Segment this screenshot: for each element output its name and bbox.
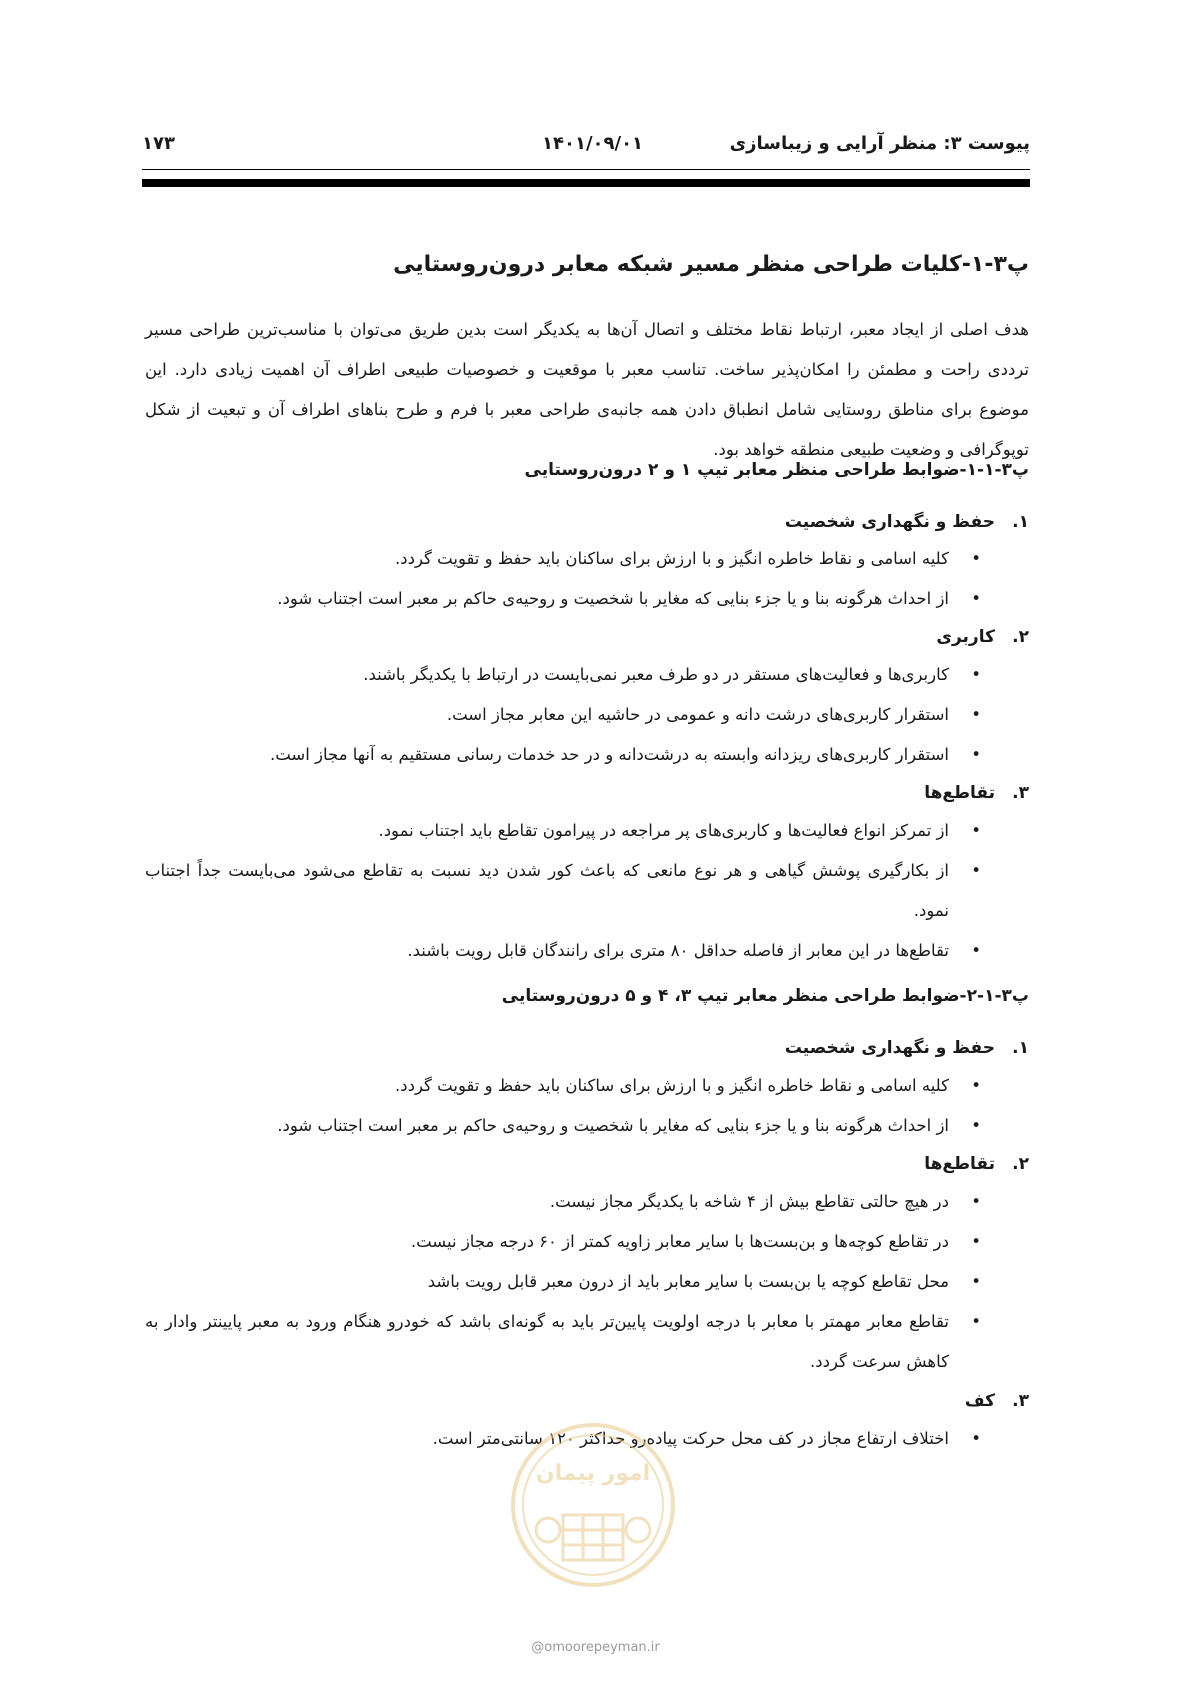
heading-number: ۲.: [1012, 627, 1029, 647]
bullet-icon: •: [971, 589, 981, 608]
bullet-icon: •: [971, 1232, 981, 1251]
numbered-heading: [785, 512, 1029, 532]
heading-number: ۲.: [1012, 1154, 1029, 1174]
heading-text: کف: [964, 1391, 995, 1411]
bullet-item: • از احداث هرگونه بنا و یا جزء بنایی که مغایر با شخصیت و روحیه‌ی حاکم بر معبر است اجتناب شود.: [277, 579, 949, 619]
bullet-item: • کاربری‌ها و فعالیت‌های مستقر در دو طرف معبر نمی‌بایست در ارتباط با یکدیگر باشند.: [363, 655, 949, 695]
subsection-2-title: پ۳-۱-۲-ضوابط طراحی منظر معابر تیپ ۳، ۴ و ۵ درون‌روستایی: [501, 986, 1029, 1006]
subsection-1-title: پ۳-۱-۱-ضوابط طراحی منظر معابر تیپ ۱ و ۲ درون‌روستایی: [524, 460, 1029, 480]
bullet-icon: •: [971, 1076, 981, 1095]
bullet-item: • کلیه اسامی و نقاط خاطره انگیز و با ارزش برای ساکنان باید حفظ و تقویت گردد.: [395, 539, 949, 579]
intro-paragraph: هدف اصلی از ایجاد معبر، ارتباط نقاط مختلف و اتصال آن‌ها به یکدیگر است بدین طریق می‌توان با مناسب‌ترین طراحی مسیر ترددی راحت و مطمئن را امکان‌پذیر ساخت. تناسب معبر با موقعیت و خصوصیات طبیعی اطراف آن اهمیت زیادی دارد. این موضوع برای مناطق روستایی شامل انطباق دادن همه جانبه‌ی طراحی معبر با فرم و طرح بناهای اطراف آن و تبعیت از شکل توپوگرافی و وضعیت طبیعی منطقه خواهد بود.: [145, 320, 1029, 459]
bullet-item: • تقاطع‌ها در این معابر از فاصله حداقل ۸۰ متری برای رانندگان قابل رویت باشند.: [407, 931, 949, 971]
bullet-item: • از بکارگیری پوشش گیاهی و هر نوع مانعی که باعث کور شدن دید نسبت به تقاطع می‌شود می‌بایست جداً اجتناب نمود.: [145, 851, 949, 931]
bullet-icon: •: [971, 941, 981, 960]
numbered-heading: [924, 1154, 1029, 1174]
page-header: [142, 133, 1030, 167]
bullet-icon: •: [971, 665, 981, 684]
bullet-item: • در تقاطع کوچه‌ها و بن‌بست‌ها با سایر معابر زاویه کمتر از ۶۰ درجه مجاز نیست.: [411, 1222, 949, 1262]
header-rule-thin: [142, 169, 1030, 170]
bullet-item: • در هیچ حالتی تقاطع بیش از ۴ شاخه با یکدیگر مجاز نیست.: [550, 1182, 949, 1222]
page-number: ۱۷۳: [142, 133, 175, 154]
numbered-heading: [924, 783, 1029, 803]
header-date: ۱۴۰۱/۰۹/۰۱: [542, 133, 644, 154]
heading-number: ۱.: [1012, 1038, 1029, 1058]
bullet-icon: •: [971, 745, 981, 764]
heading-text: کاربری: [936, 627, 995, 647]
heading-text: تقاطع‌ها: [924, 783, 995, 803]
header-rule-thick: [142, 179, 1030, 187]
heading-number: ۳.: [1012, 1391, 1029, 1411]
numbered-heading: [965, 1391, 1029, 1411]
numbered-heading: [936, 627, 1029, 647]
bullet-item: • تقاطع معابر مهمتر با معابر با درجه اولویت پایین‌تر باید به گونه‌ای باشد که خودرو هنگام ورود به معبر پایینتر وادار به کاهش سرعت گردد.: [145, 1302, 949, 1382]
bullet-icon: •: [971, 1429, 981, 1448]
bullet-icon: •: [971, 821, 981, 840]
bullet-item: • استقرار کاربری‌های ریزدانه وابسته به درشت‌دانه و در حد خدمات رسانی مستقیم به آنها مجاز است.: [270, 735, 949, 775]
watermark-seal-logo: [508, 1420, 678, 1590]
section-title: پ۳-۱-کلیات طراحی منظر مسیر شبکه معابر درون‌روستایی: [393, 252, 1029, 277]
watermark-footer: @omoorepeyman.ir: [531, 1640, 660, 1655]
bullet-icon: •: [971, 705, 981, 724]
bullet-icon: •: [971, 861, 981, 880]
bullet-item: • از احداث هرگونه بنا و یا جزء بنایی که مغایر با شخصیت و روحیه‌ی حاکم بر معبر است اجتناب شود.: [277, 1106, 949, 1146]
bullet-icon: •: [971, 1192, 981, 1211]
bullet-item: • از تمرکز انواع فعالیت‌ها و کاربری‌های پر مراجعه در پیرامون تقاطع باید اجتناب نمود.: [378, 811, 949, 851]
heading-text: حفظ و نگهداری شخصیت: [784, 1038, 995, 1058]
bullet-item: • کلیه اسامی و نقاط خاطره انگیز و با ارزش برای ساکنان باید حفظ و تقویت گردد.: [395, 1066, 949, 1106]
numbered-heading: [785, 1038, 1029, 1058]
bullet-icon: •: [971, 1272, 981, 1291]
heading-number: ۱.: [1012, 512, 1029, 532]
bullet-icon: •: [971, 1312, 981, 1331]
bullet-icon: •: [971, 1116, 981, 1135]
bullet-item: • اختلاف ارتفاع مجاز در کف محل حرکت پیاده‌رو حداکثر ۱۲۰ سانتی‌متر است.: [433, 1419, 949, 1459]
seal-lettering: امور پیمان: [535, 1461, 651, 1486]
heading-number: ۳.: [1012, 783, 1029, 803]
bullet-icon: •: [971, 549, 981, 568]
heading-text: تقاطع‌ها: [924, 1154, 995, 1174]
heading-text: حفظ و نگهداری شخصیت: [784, 512, 995, 532]
bullet-item: • محل تقاطع کوچه یا بن‌بست با سایر معابر باید از درون معبر قابل رویت باشد: [428, 1262, 949, 1302]
bullet-item: • استقرار کاربری‌های درشت دانه و عمومی در حاشیه این معابر مجاز است.: [447, 695, 949, 735]
header-title: پیوست ۳: منظر آرایی و زیباسازی: [729, 133, 1030, 154]
